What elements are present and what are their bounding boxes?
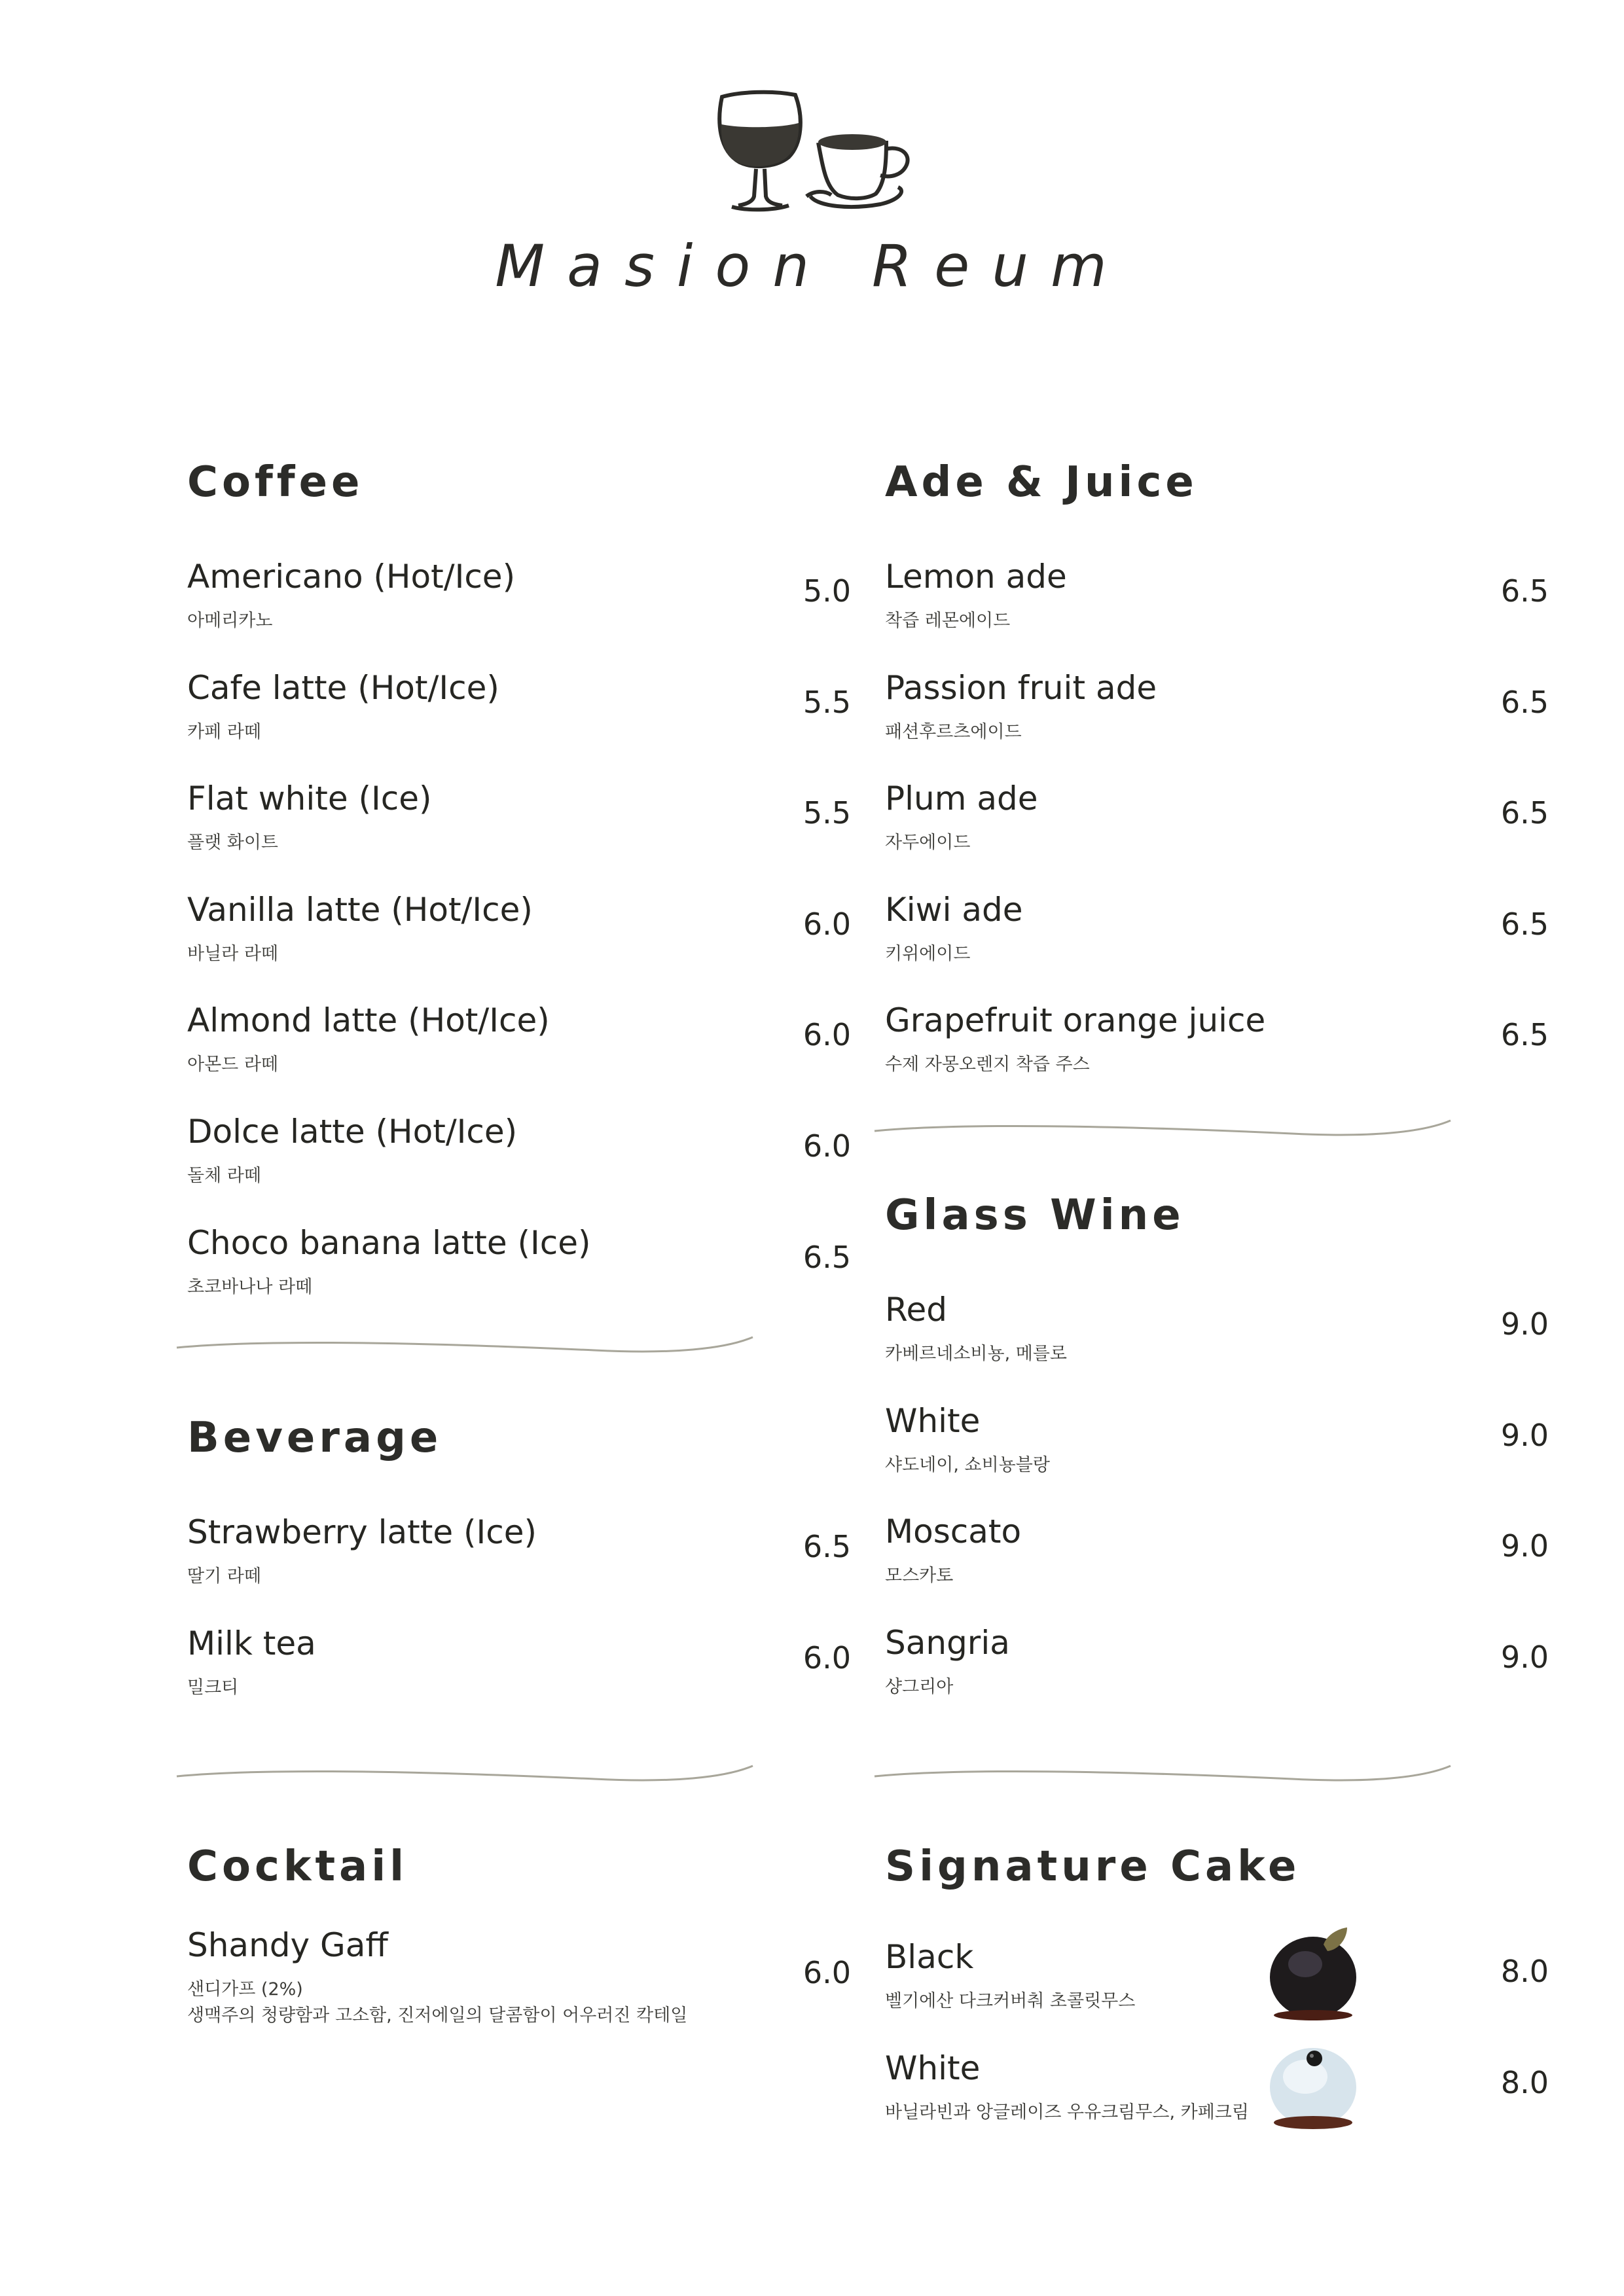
item-name: Sangria: [885, 1624, 1010, 1662]
item-korean-name: 샤도네이, 쇼비뇽블랑: [885, 1455, 1050, 1475]
menu-item: [885, 1513, 1585, 1611]
item-price: 6.0: [803, 906, 851, 942]
item-name: Red: [885, 1291, 947, 1329]
item-korean-name: 돌체 라떼: [187, 1166, 261, 1186]
menu-item: [885, 1938, 1585, 2036]
item-name: Grapefruit orange juice: [885, 1001, 1266, 1039]
item-korean-name: 샹그리아: [885, 1677, 954, 1697]
item-price: 6.5: [1500, 1017, 1549, 1052]
menu-item: [885, 2049, 1585, 2147]
item-price: 9.0: [1500, 1528, 1549, 1564]
item-name: Americano (Hot/Ice): [187, 558, 516, 596]
item-korean-name: 자두에이드: [885, 833, 971, 853]
item-korean-name: 밀크티: [187, 1677, 239, 1698]
item-korean-name: 패션후르츠에이드: [885, 722, 1022, 742]
section-divider: [175, 1761, 758, 1793]
item-korean-name: 벨기에산 다크커버춰 초콜릿무스: [885, 1991, 1136, 2011]
item-price: 6.5: [1500, 685, 1549, 720]
menu-item: [885, 1291, 1585, 1389]
menu-item: [187, 669, 888, 767]
item-name: Strawberry latte (Ice): [187, 1513, 537, 1551]
section-divider: [873, 1761, 1456, 1793]
menu-item: [187, 1513, 888, 1611]
item-name: Kiwi ade: [885, 891, 1023, 929]
menu-item: [885, 669, 1585, 767]
item-name: Cafe latte (Hot/Ice): [187, 669, 499, 707]
item-price: 6.0: [803, 1128, 851, 1164]
menu-item: [187, 1224, 888, 1322]
item-price: 9.0: [1500, 1306, 1549, 1342]
item-price: 5.5: [803, 795, 851, 831]
item-name: Almond latte (Hot/Ice): [187, 1001, 550, 1039]
item-korean-name: 바닐라 라떼: [187, 944, 278, 964]
item-price: 6.5: [1500, 795, 1549, 831]
menu-item: [885, 558, 1585, 656]
item-name: Shandy Gaff: [187, 1926, 388, 1964]
item-price: 6.0: [803, 1640, 851, 1676]
item-price: 6.5: [1500, 573, 1549, 609]
dark-chocolate-cake-image: [1266, 1925, 1364, 2023]
item-korean-name: 초코바나나 라떼: [187, 1277, 313, 1297]
item-korean-name: 카베르네소비뇽, 메를로: [885, 1344, 1067, 1364]
menu-item: [885, 780, 1585, 878]
item-name: Plum ade: [885, 780, 1038, 817]
item-description: 생맥주의 청량함과 고소함, 진저에일의 달콤함이 어우러진 칵테일: [187, 2005, 688, 2026]
item-price: 9.0: [1500, 1418, 1549, 1453]
item-korean-name: 수제 자몽오렌지 착즙 주스: [885, 1054, 1090, 1075]
item-price: 6.0: [803, 1017, 851, 1052]
item-price: 5.0: [803, 573, 851, 609]
item-price: 8.0: [1500, 2065, 1549, 2100]
item-korean-name: 카페 라떼: [187, 722, 261, 742]
menu-item: [885, 1402, 1585, 1500]
section-divider: [175, 1332, 758, 1365]
brand-name: Masion Reum: [495, 232, 1129, 300]
menu-item: [187, 1113, 888, 1211]
item-name: White: [885, 1402, 981, 1440]
item-korean-name: 키위에이드: [885, 944, 971, 964]
item-korean-name: 아몬드 라떼: [187, 1054, 278, 1075]
item-price: 8.0: [1500, 1954, 1549, 1989]
menu-item: [187, 891, 888, 989]
section-title: Signature Cake: [885, 1842, 1301, 1891]
item-price: 5.5: [803, 685, 851, 720]
menu-item: [885, 1001, 1585, 1100]
item-korean-name: 아메리카노: [187, 611, 273, 631]
item-name: Choco banana latte (Ice): [187, 1224, 591, 1262]
item-name: Dolce latte (Hot/Ice): [187, 1113, 518, 1151]
item-korean-name: 플랫 화이트: [187, 833, 278, 853]
item-korean-name: 모스카토: [885, 1566, 954, 1586]
item-price: 9.0: [1500, 1640, 1549, 1675]
item-name: Moscato: [885, 1513, 1022, 1551]
item-price: 6.5: [803, 1240, 851, 1275]
item-price: 6.5: [803, 1529, 851, 1564]
item-name: Lemon ade: [885, 558, 1067, 596]
item-name: Black: [885, 1938, 974, 1976]
item-name: Flat white (Ice): [187, 780, 432, 817]
item-korean-name: 딸기 라떼: [187, 1566, 261, 1587]
logo-wine-coffee-icon: [0, 0, 1624, 367]
menu-item: [885, 891, 1585, 989]
menu-item: [187, 780, 888, 878]
white-cream-cake-image: [1266, 2036, 1364, 2134]
item-korean-name: 샌디가프 (2%): [187, 1979, 303, 2000]
menu-item: [187, 1624, 888, 1723]
menu-item: [187, 1001, 888, 1100]
section-divider: [873, 1113, 1456, 1145]
item-name: White: [885, 2049, 981, 2087]
menu-item: [885, 1624, 1585, 1722]
item-price: 6.5: [1500, 906, 1549, 942]
item-korean-name: 바닐라빈과 앙글레이즈 우유크림무스, 카페크림: [885, 2102, 1249, 2123]
item-name: Vanilla latte (Hot/Ice): [187, 891, 533, 929]
section-title: Coffee: [187, 458, 364, 507]
item-price: 6.0: [803, 1955, 851, 1990]
item-korean-name: 착즙 레몬에이드: [885, 611, 1011, 631]
menu-item: [187, 1926, 888, 2037]
item-name: Passion fruit ade: [885, 669, 1157, 707]
section-title: Beverage: [187, 1414, 442, 1462]
menu-item: [187, 558, 888, 656]
section-title: Glass Wine: [885, 1191, 1185, 1240]
item-name: Milk tea: [187, 1624, 316, 1662]
section-title: Cocktail: [187, 1842, 408, 1891]
section-title: Ade & Juice: [885, 458, 1198, 507]
